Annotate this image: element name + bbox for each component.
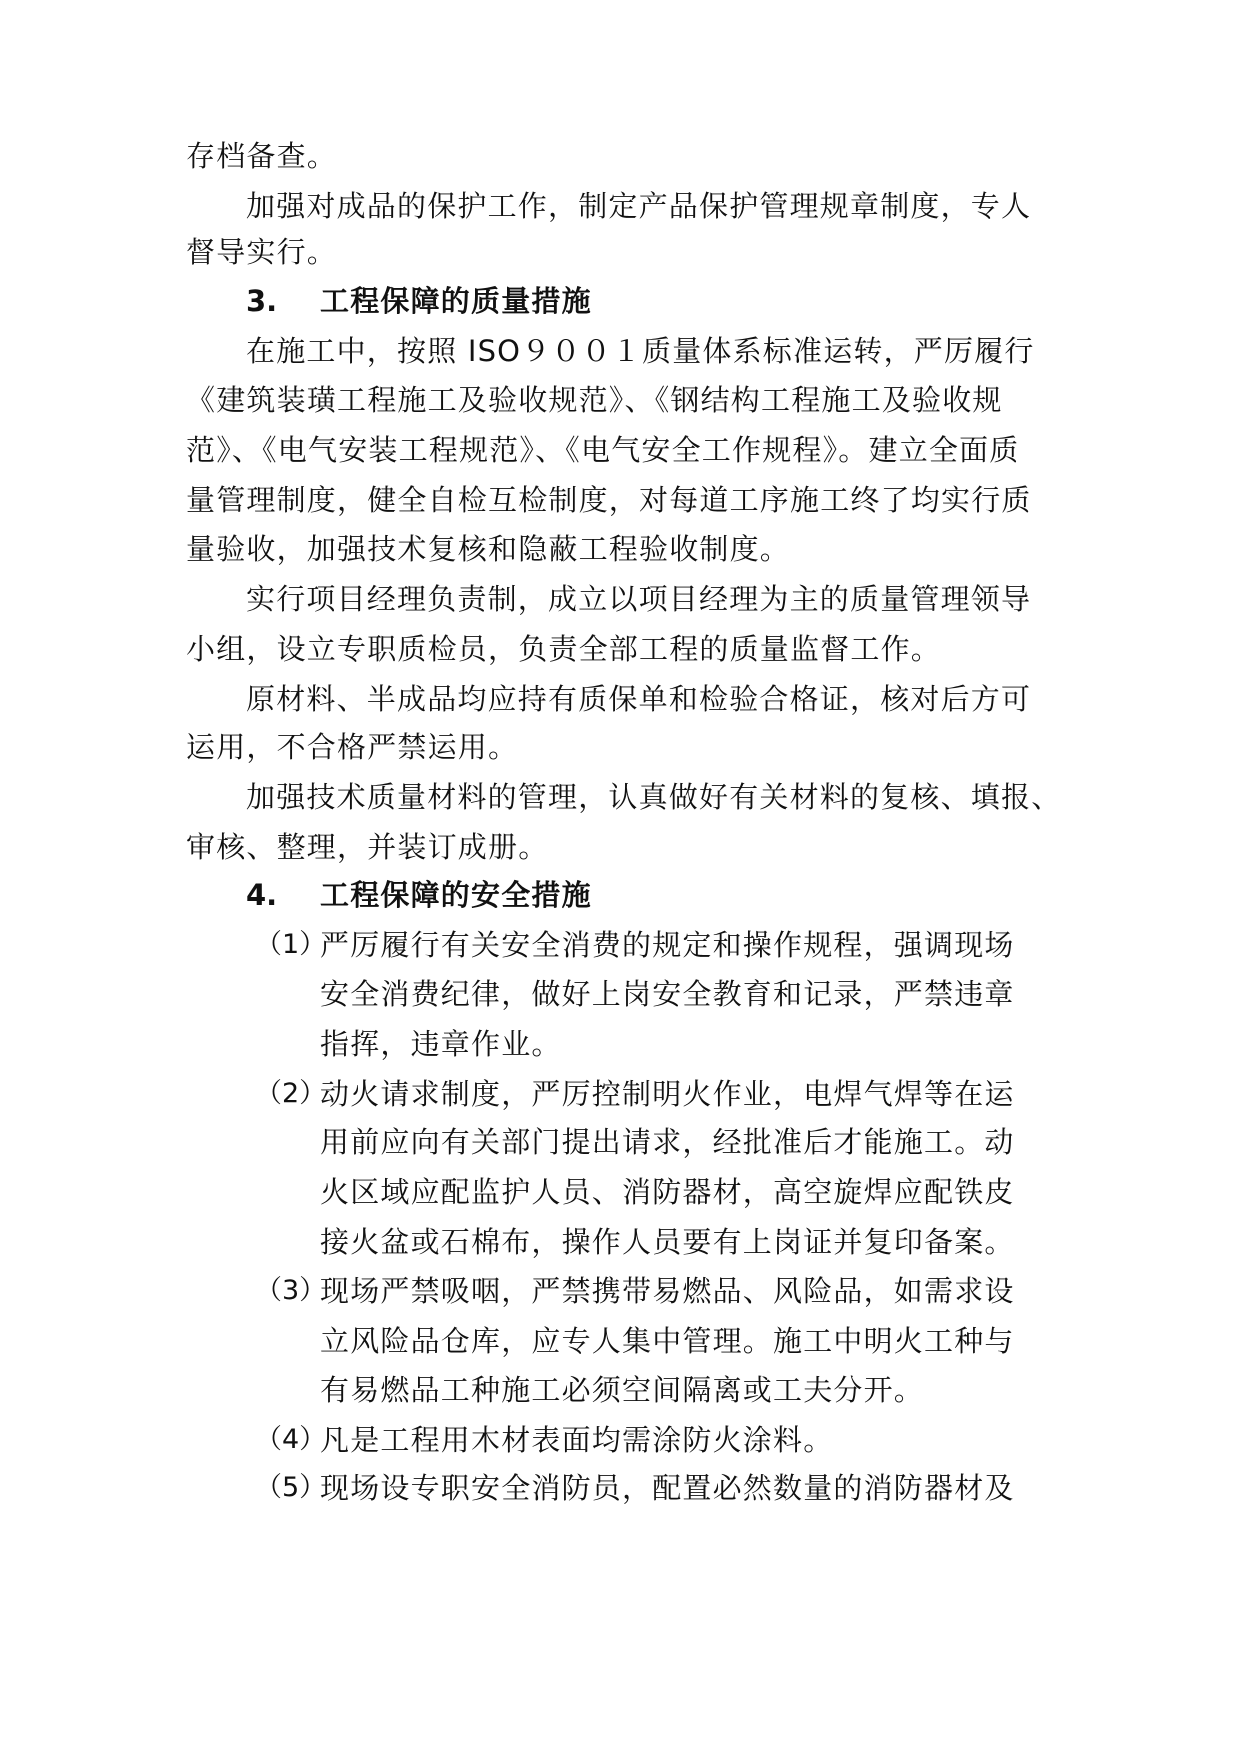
list-item-line: 现场设专职安全消防员，配置必然数量的消防器材及 bbox=[320, 1471, 1015, 1505]
paragraph-line: 量管理制度，健全自检互检制度，对每道工序施工终了均实行质 bbox=[186, 483, 1032, 517]
paragraph-line: 审核、整理，并装订成册。 bbox=[186, 830, 549, 864]
list-item-line: 用前应向有关部门提出请求，经批准后才能施工。动 bbox=[320, 1125, 1015, 1159]
heading-text: 工程保障的安全措施 bbox=[320, 878, 592, 912]
paragraph-line: 存档备查。 bbox=[186, 139, 338, 173]
paragraph-line: 督导实行。 bbox=[186, 235, 338, 269]
paragraph-line: 原材料、半成品均应持有质保单和检验合格证，核对后方可 bbox=[246, 682, 1032, 716]
list-item-line: 指挥，违章作业。 bbox=[320, 1027, 562, 1061]
list-item-number: （4） bbox=[255, 1424, 327, 1455]
paragraph-line: 量验收，加强技术复核和隐蔽工程验收制度。 bbox=[186, 532, 791, 566]
list-item-number: （2） bbox=[255, 1078, 327, 1109]
paragraph-line: 加强对成品的保护工作，制定产品保护管理规章制度，专人 bbox=[246, 189, 1032, 223]
list-item-number: （5） bbox=[255, 1472, 327, 1503]
list-item-line: 火区域应配监护人员、消防器材，高空旋焊应配铁皮 bbox=[320, 1175, 1015, 1209]
list-item-line: 严厉履行有关安全消费的规定和操作规程，强调现场 bbox=[320, 928, 1015, 962]
list-item-number: （1） bbox=[255, 929, 327, 960]
paragraph-line: 实行项目经理负责制，成立以项目经理为主的质量管理领导 bbox=[246, 582, 1032, 616]
paragraph-line: 范》、《电气安装工程规范》、《电气安全工作规程》。建立全面质 bbox=[186, 433, 1020, 467]
heading-text: 工程保障的质量措施 bbox=[320, 284, 592, 318]
list-item-line: 凡是工程用木材表面均需涂防火涂料。 bbox=[320, 1423, 834, 1457]
list-item-line: 现场严禁吸咽，严禁携带易燃品、风险品，如需求设 bbox=[320, 1274, 1015, 1308]
heading-number: 4. bbox=[246, 878, 278, 912]
list-item-line: 安全消费纪律，做好上岗安全教育和记录，严禁违章 bbox=[320, 977, 1015, 1011]
paragraph-line: 运用，不合格严禁运用。 bbox=[186, 730, 519, 764]
list-item-line: 立风险品仓库，应专人集中管理。施工中明火工种与 bbox=[320, 1324, 1015, 1358]
heading-number: 3. bbox=[246, 284, 278, 318]
list-item-number: （3） bbox=[255, 1275, 327, 1306]
paragraph-line: 在施工中，按照 ISO９００１质量体系标准运转，严厉履行 bbox=[246, 334, 1035, 368]
paragraph-line: 加强技术质量材料的管理，认真做好有关材料的复核、填报、 bbox=[246, 780, 1062, 814]
list-item-line: 有易燃品工种施工必须空间隔离或工夫分开。 bbox=[320, 1373, 925, 1407]
list-item-line: 接火盆或石棉布，操作人员要有上岗证并复印备案。 bbox=[320, 1225, 1015, 1259]
list-item-line: 动火请求制度，严厉控制明火作业，电焊气焊等在运 bbox=[320, 1077, 1015, 1111]
paragraph-line: 小组，设立专职质检员，负责全部工程的质量监督工作。 bbox=[186, 632, 942, 666]
paragraph-line: 《建筑装璜工程施工及验收规范》、《钢结构工程施工及验收规 bbox=[186, 383, 1003, 417]
